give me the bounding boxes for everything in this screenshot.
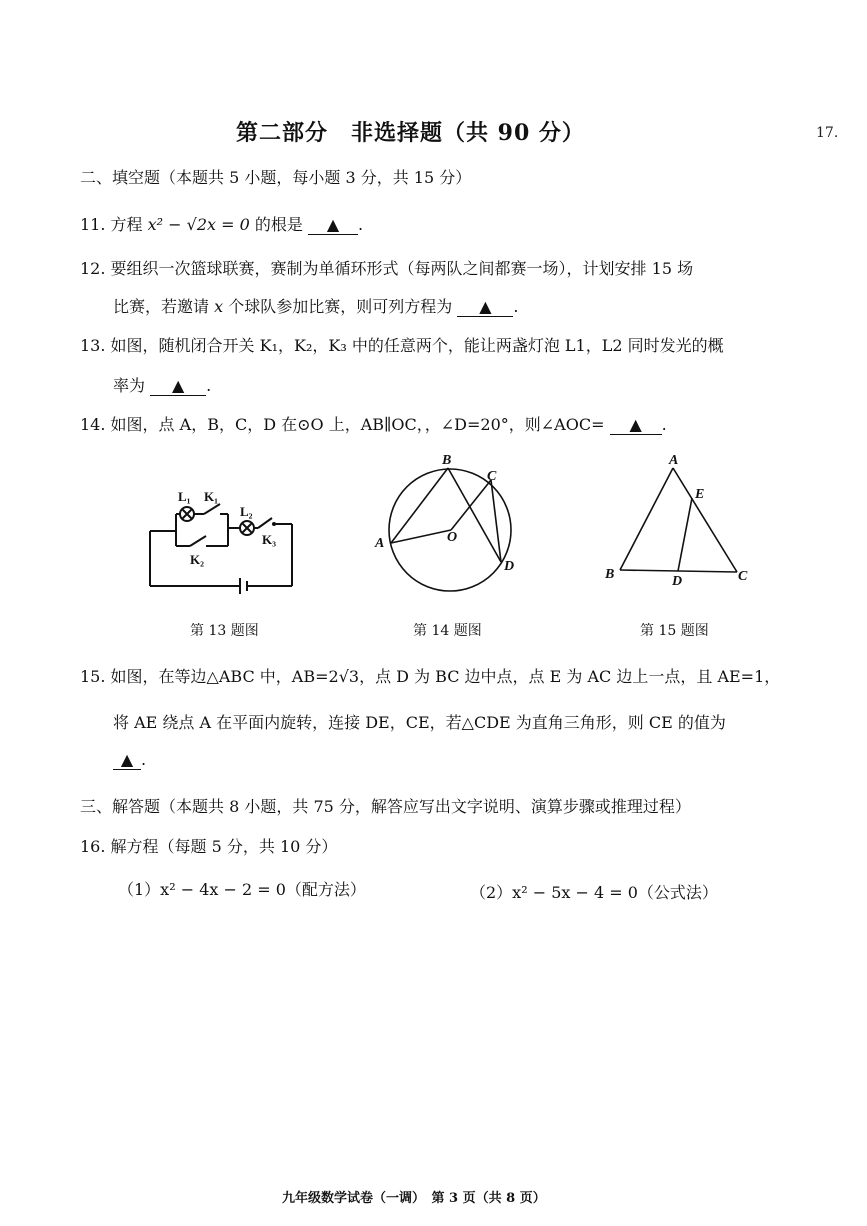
q12-variable: x: [214, 297, 224, 316]
question-11: 11. 方程 x² − √2x = 0 的根是 ▲ .: [80, 215, 364, 234]
question-15-line2: 将 AE 绕点 A 在平面内旋转，连接 DE，CE，若△CDE 为直角三角形，则 CE 的值为: [113, 713, 726, 732]
question-12-line2: 比赛，若邀请 x 个球队参加比赛，则可列方程为 ▲ .: [113, 297, 519, 316]
answer-blank: ▲: [113, 750, 141, 770]
label-k3: K₃: [262, 532, 277, 547]
point-e: E: [695, 487, 705, 502]
point-d: D: [672, 574, 683, 589]
part-title: 第二部分 非选择题（共 90 分）: [236, 120, 585, 146]
q13-text: 如图，随机闭合开关 K₁，K₂，K₃ 中的任意两个，能让两盏灯泡 L1，L2 同时发光的概: [110, 336, 724, 355]
question-13-line2: 率为 ▲ .: [113, 376, 212, 395]
section3-header: 三、解答题（本题共 8 小题，共 75 分，解答应写出文字说明、演算步骤或推理过程）: [80, 797, 691, 816]
q12-line2-post: 个球队参加比赛，则可列方程为: [228, 297, 453, 316]
answer-blank: ▲: [150, 376, 206, 396]
q13-line2: 率为: [113, 376, 146, 395]
question-number: 15.: [80, 667, 106, 686]
point-b: B: [442, 453, 452, 468]
label-k2: K₂: [190, 552, 205, 567]
label-k1: K₁: [204, 489, 219, 504]
answer-blank: ▲: [457, 297, 513, 317]
q11-pre: 方程: [110, 215, 143, 234]
question-14: 14. 如图，点 A，B，C，D 在⊙O 上，AB∥OC，，∠D=20°，则∠AOC= ▲ .: [80, 415, 667, 434]
q15-text: 如图，在等边△ABC 中，AB=2√3，点 D 为 BC 边中点，点 E 为 AC 边上一点，且 AE=1，: [110, 667, 781, 686]
circuit-diagram: [140, 486, 300, 596]
point-o: O: [447, 530, 458, 545]
point-b: B: [605, 567, 615, 582]
question-number: 11.: [80, 215, 106, 234]
q14-text: 如图，点 A，B，C，D 在⊙O 上，AB∥OC，，∠D=20°，则∠AOC=: [110, 415, 605, 434]
q11-post: 的根是: [254, 215, 303, 234]
circle-diagram: [370, 450, 530, 590]
question-16: [80, 834, 337, 857]
figure-15-caption: 第 15 题图: [640, 623, 709, 639]
point-c: C: [487, 469, 497, 484]
question-number: 12.: [80, 259, 106, 278]
question-15-line3: ▲ .: [113, 750, 146, 770]
label-l2: L₂: [240, 504, 253, 519]
point-a: A: [669, 453, 679, 468]
section2-header: 二、填空题（本题共 5 小题，每小题 3 分，共 15 分）: [80, 168, 472, 187]
lamp-l2-icon: [240, 521, 254, 535]
q16-part2: （2）x² − 5x − 4 = 0（公式法）: [470, 883, 718, 902]
figure-13-caption: 第 13 题图: [190, 623, 259, 639]
question-number: 14.: [80, 415, 106, 434]
figure-14-caption: 第 14 题图: [413, 623, 482, 639]
label-l1: L₁: [178, 489, 191, 504]
answer-blank: ▲: [308, 215, 358, 235]
page-footer: 九年级数学试卷（一调） 第 3 页（共 8 页）: [282, 1191, 546, 1206]
question-13-line1: [80, 333, 724, 356]
q16-text: 解方程（每题 5 分，共 10 分）: [110, 837, 338, 856]
point-a: A: [375, 536, 385, 551]
edge-question-number: 17.: [816, 125, 839, 141]
point-d: D: [504, 559, 515, 574]
answer-blank: ▲: [610, 415, 662, 435]
question-number: 13.: [80, 336, 106, 355]
point-c: C: [738, 569, 748, 584]
question-number: 16.: [80, 837, 106, 856]
question-12-line1: [80, 256, 693, 279]
lamp-l1-icon: [180, 507, 194, 521]
q11-equation: x² − √2x = 0: [147, 215, 250, 234]
q12-line2-pre: 比赛，若邀请: [113, 297, 210, 316]
q12-text: 要组织一次篮球联赛，赛制为单循环形式（每两队之间都赛一场），计划安排 15 场: [110, 259, 694, 278]
question-15-line1: [80, 664, 780, 687]
triangle-diagram: [600, 450, 760, 590]
q16-part1: （1）x² − 4x − 2 = 0（配方法）: [118, 880, 366, 899]
